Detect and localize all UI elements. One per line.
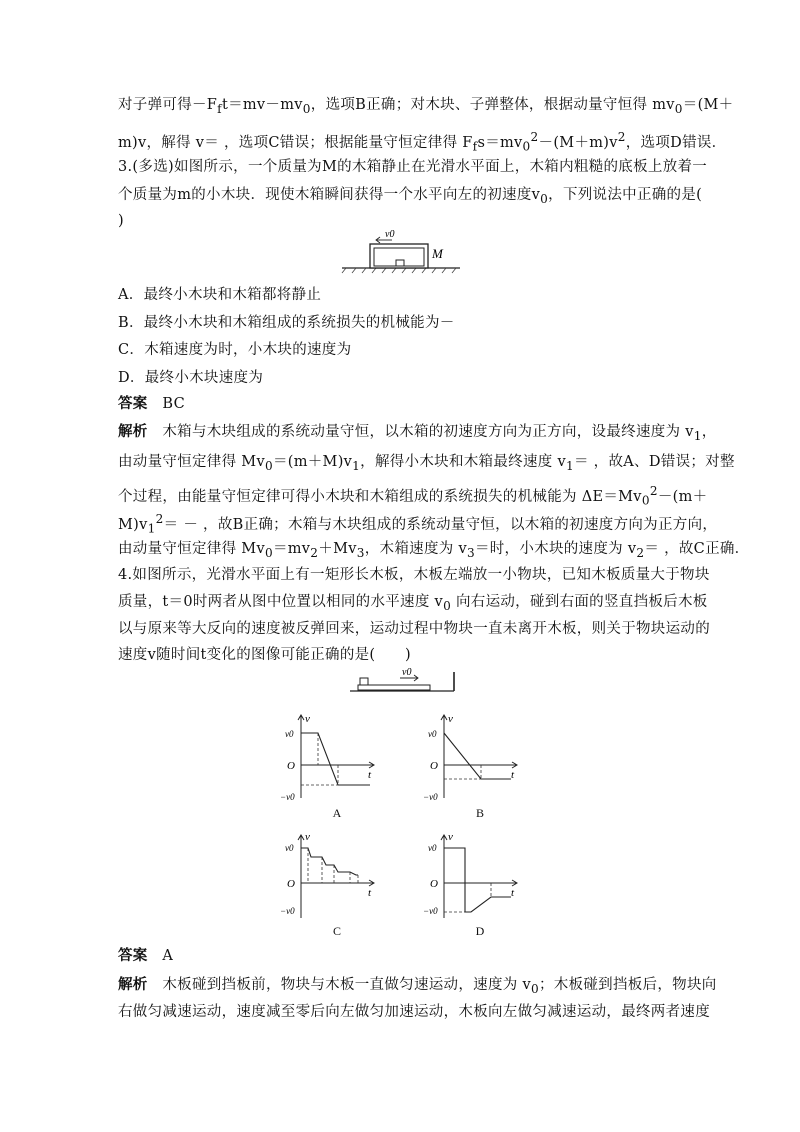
text-line: m)v，解得 v＝ ，选项C错误；根据能量守恒定律得 $F_fs=mv_0^2-(M+m)v^2$，选项D错误． (118, 130, 727, 154)
svg-text:t: t (368, 769, 372, 781)
analysis-line: $M)v_1^2=$ － ，故B正确；木箱与木块组成的系统动量守恒，以木箱的初速度方向为正方向， (118, 512, 718, 536)
svg-text:v: v (305, 713, 310, 725)
graph-c (280, 830, 380, 925)
graph-a (280, 710, 380, 805)
analysis-label: 解析 (118, 976, 148, 993)
option-b: B．最终小木块和木箱组成的系统损失的机械能为－ (118, 315, 455, 331)
svg-text:−v0: −v0 (423, 792, 438, 802)
question-4-stem: 质量，t＝0时两者从图中位置以相同的水平速度 $v_0$ 向右运动，碰到右面的竖直挡板后木板 (118, 594, 708, 613)
v0-label: v0 (402, 667, 412, 678)
svg-text:t: t (511, 887, 515, 899)
svg-text:−v0: −v0 (280, 792, 295, 802)
answer-row (118, 394, 688, 414)
analysis-line: 解析 木板碰到挡板前，物块与木板一直做匀速运动，速度为 $v_0$；木板碰到挡板后，物块向 (118, 976, 717, 996)
answer-row (118, 946, 688, 966)
question-4-stem: 以与原来等大反向的速度被反弹回来，运动过程中物块一直未离开木板，则关于物块运动的 (118, 621, 710, 637)
text-line: 对子弹可得$-F_ft=mv-mv_0$，选项B正确；对木块、子弹整体，根据动量守恒得 $mv_0=(M+$ (118, 97, 734, 116)
question-3-stem: ) (118, 213, 124, 229)
mass-label: M (432, 246, 443, 261)
board-figure (340, 666, 465, 700)
analysis-line: 由动量守恒定律得 $Mv_0=(m+M)v_1$，解得小木块和木箱最终速度 $v_1=$ ，故A、D错误；对整 (118, 454, 735, 473)
analysis-line: 右做匀减速运动，速度减至零后向左做匀加速运动，木板向左做匀减速运动，最终两者速度 (118, 1004, 710, 1020)
svg-text:v0: v0 (285, 843, 294, 853)
question-4-stem: 速度v随时间t变化的图像可能正确的是( ) (118, 647, 411, 663)
option-d: D．最终小木块速度为 (118, 370, 264, 386)
svg-text:O: O (287, 760, 295, 772)
svg-text:O: O (287, 878, 295, 890)
graph-a-label: A (332, 806, 342, 820)
option-a: A．最终小木块和木箱都将静止 (118, 287, 322, 303)
graph-d-label: D (475, 924, 485, 938)
answer-label: 答案 (118, 395, 148, 412)
svg-text:O: O (430, 760, 438, 772)
analysis-label: 解析 (118, 423, 148, 440)
svg-text:t: t (511, 769, 515, 781)
question-3-stem: 3.(多选)如图所示，一个质量为M的木箱静止在光滑水平面上，木箱内粗糙的底板上放着一 (118, 159, 708, 175)
v0-label: v0 (385, 229, 395, 240)
analysis-line: 解析 木箱与木块组成的系统动量守恒，以木箱的初速度方向为正方向，设最终速度为 $v_1$， (118, 423, 717, 443)
svg-text:v0: v0 (428, 729, 437, 739)
box-figure (330, 226, 470, 274)
question-3-stem: 个质量为m的小木块．现使木箱瞬间获得一个水平向左的初速度$v_0$，下列说法中正确的是( (118, 187, 703, 206)
answer-value: BC (162, 396, 185, 412)
analysis-line: 由动量守恒定律得 $Mv_0=mv_2+Mv_3$，木箱速度为 $v_3=$时，小木块的速度为 $v_2=$ ，故C正确． (118, 541, 750, 560)
svg-text:v0: v0 (285, 729, 294, 739)
svg-text:v: v (448, 713, 453, 725)
svg-text:−v0: −v0 (423, 906, 438, 916)
graph-b (423, 710, 523, 805)
graph-d (423, 830, 523, 925)
option-c: C．木箱速度为时，小木块的速度为 (118, 342, 352, 358)
svg-text:v: v (305, 831, 310, 843)
svg-text:O: O (430, 878, 438, 890)
svg-text:v: v (448, 831, 453, 843)
answer-label: 答案 (118, 947, 148, 964)
answer-value: A (162, 948, 174, 964)
graph-b-label: B (475, 806, 484, 820)
svg-text:−v0: −v0 (280, 906, 295, 916)
analysis-line: 个过程，由能量守恒定律可得小木块和木箱组成的系统损失的机械能为 $\Delta E=Mv_0^2-(m+$ (118, 484, 708, 508)
svg-text:t: t (368, 887, 372, 899)
question-4-stem: 4.如图所示，光滑水平面上有一矩形长木板，木板左端放一小物块，已知木板质量大于物块 (118, 567, 710, 583)
svg-text:v0: v0 (428, 843, 437, 853)
graph-c-label: C (332, 924, 341, 938)
